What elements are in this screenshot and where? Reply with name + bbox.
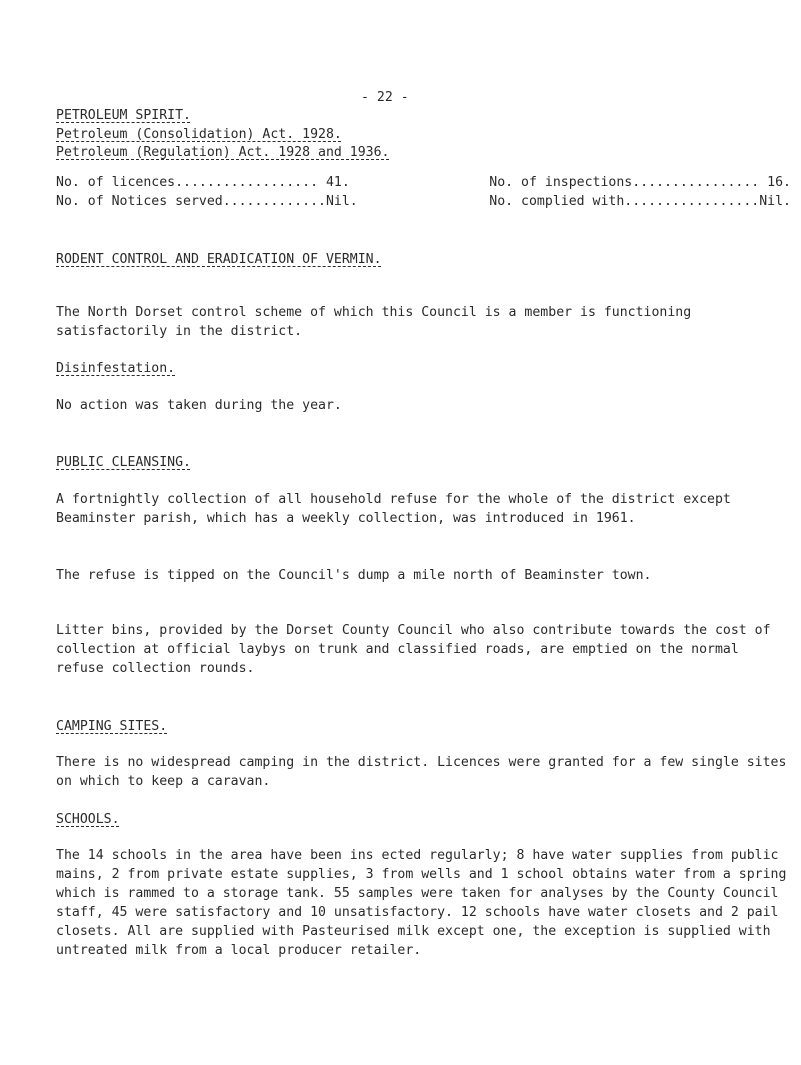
petroleum-stats-row-1 bbox=[56, 173, 791, 192]
notices-served-count: No. of Notices served.............Nil. bbox=[56, 194, 358, 209]
cleansing-paragraph-2: The refuse is tipped on the Council's dump a mile north of Beaminster town. bbox=[56, 568, 652, 583]
complied-count: No. complied with.................Nil. bbox=[489, 194, 791, 209]
petroleum-act-2: Petroleum (Regulation) Act. 1928 and 1936. bbox=[56, 145, 390, 160]
camping-text: There is no widespread camping in the district. Licences were granted for a few single sites on which to keep a caravan. bbox=[56, 755, 787, 789]
camping-heading: CAMPING SITES. bbox=[56, 719, 168, 734]
licences-count: No. of licences.................. 41. bbox=[56, 175, 350, 190]
cleansing-heading: PUBLIC CLEANSING. bbox=[56, 455, 191, 470]
cleansing-paragraph-3: Litter bins, provided by the Dorset County Council who also contribute towards the cost of collection at official laybys on trunk and classified roads, are emptied on the normal refuse collection rounds. bbox=[56, 623, 771, 676]
inspections-count: No. of inspections................ 16. bbox=[489, 175, 791, 190]
disinfestation-heading: Disinfestation. bbox=[56, 361, 176, 376]
petroleum-act-1: Petroleum (Consolidation) Act. 1928. bbox=[56, 127, 342, 142]
cleansing-paragraph-1: A fortnightly collection of all household refuse for the whole of the district except Beaminster parish, which has a weekly collection, was introduced in 1961. bbox=[56, 492, 731, 526]
rodent-text: The North Dorset control scheme of which this Council is a member is functioning satisfactorily in the district. bbox=[56, 305, 692, 339]
schools-text: The 14 schools in the area have been ins ected regularly; 8 have water supplies from public mains, 2 from private estate supplies, 3 from wells and 1 school obtains water from a spring which is rammed to a storage tank. 55 samples were taken for analyses by the County Council staff, 45 were satisfactory and 10 unsatisfactory. 12 schools have water closets and 2 pail closets. All are supplied with Pasteurised milk except one, the exception is supplied with untreated milk from a local producer retailer. bbox=[56, 848, 787, 958]
rodent-heading: RODENT CONTROL AND ERADICATION OF VERMIN. bbox=[56, 252, 382, 267]
petroleum-stats-row-2 bbox=[56, 192, 791, 211]
disinfestation-text: No action was taken during the year. bbox=[56, 398, 342, 413]
page-number: - 22 - bbox=[361, 90, 409, 105]
schools-heading: SCHOOLS. bbox=[56, 812, 120, 827]
petroleum-heading: PETROLEUM SPIRIT. bbox=[56, 108, 191, 123]
